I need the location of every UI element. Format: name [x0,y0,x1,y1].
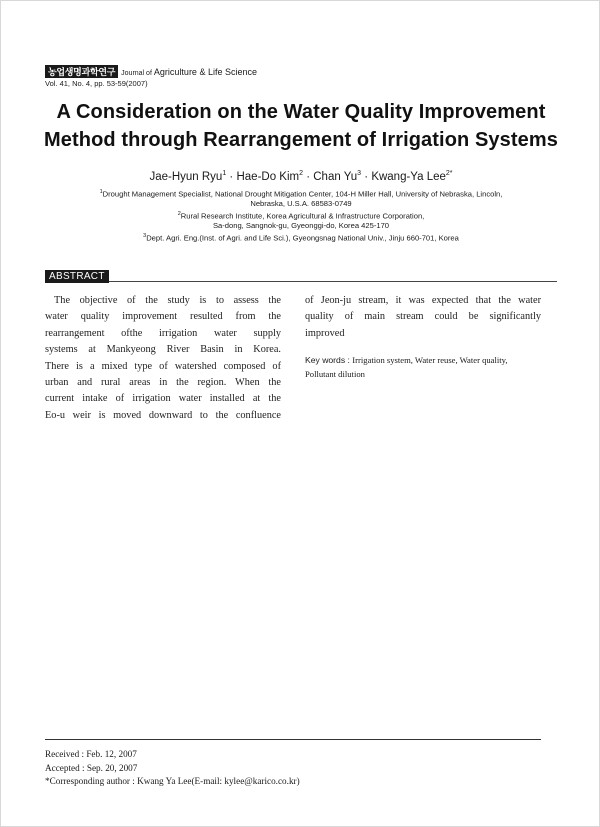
abstract-heading: ABSTRACT [45,270,109,283]
keywords-line-1: Irrigation system, Water reuse, Water quality, [352,355,508,365]
paper-title-line-1: A Consideration on the Water Quality Improvement [56,101,546,123]
author-sup: 3 [357,170,362,177]
author-separator: · [361,170,372,183]
abstract-line: of Jeon-ju stream, it was expected that the water [305,295,541,306]
affiliation-sup: 2 [177,211,181,217]
abstract-line: urban and rural areas in the region. When the [45,377,281,389]
author-name: Hae-Do Kim [236,170,300,183]
author-separator: · [226,170,237,183]
abstract-line: systems at Mankyeong River Basin in Korea. [45,344,281,356]
author-sup: 1 [222,170,227,177]
accepted-date: Accepted : Sep. 20, 2007 [45,763,138,773]
author-list [1,170,600,183]
affiliation-text: Dept. Agri. Eng.(Inst. of Agri. and Life Sci.), Gyeongsnag National Univ., Jinju 660-701, Korea [146,233,459,243]
abstract-line: The objective of the study is to assess the [54,295,281,306]
affiliation-text: Drought Management Specialist, National Drought Mitigation Center, 104-H Miller Hall, University of Nebraska, Lincoln, [102,189,503,199]
affiliation-sup: 1 [99,189,103,195]
journal-name: Agriculture & Life Science [153,67,257,77]
affiliation-text: Rural Research Institute, Korea Agricultural & Infrastructure Corporation, [180,211,425,221]
journal-of-label: Journal of [121,70,152,77]
author-name: Chan Yu [313,170,358,183]
abstract-line: current intake of irrigation water installed at the [45,393,281,405]
abstract-line: quality of main stream could be significantly [305,311,541,323]
keywords [305,353,545,381]
paper-title-line-2: Method through Rearrangement of Irrigation Systems [44,129,558,151]
received-date: Received : Feb. 12, 2007 [45,749,137,759]
journal-korean-badge: 농업생명과학연구 [45,65,118,78]
affiliation-1-cont: Nebraska, U.S.A. 68583-0749 [250,199,352,208]
volume-line: Vol. 41, No. 4, pp. 53-59(2007) [45,79,148,88]
affiliation-3 [21,231,581,244]
abstract-right-column [305,293,541,342]
author-sup: 2* [445,170,453,177]
abstract-line: rearrangement ofthe irrigation water supply [45,327,281,339]
abstract-line: Eo-u weir is moved downward to the confluence [45,409,281,421]
keywords-label: Key words : [305,355,353,365]
affiliation-2-cont: Sa-dong, Sangnok-gu, Gyeonggi-do, Korea 425-170 [212,221,390,230]
author-name: Kwang-Ya Lee [371,170,446,183]
author-name: Jae-Hyun Ryu [149,170,223,183]
journal-header [45,65,257,78]
abstract-left-column [45,293,281,424]
author-separator: · [303,170,314,183]
abstract-line: water quality improvement resulted from the [45,311,281,323]
abstract-line: improved [305,327,345,339]
keywords-line-2: Pollutant dilution [305,369,365,379]
author-sup: 2 [299,170,304,177]
footnote-rule [45,739,541,740]
affiliation-sup: 3 [143,233,147,239]
abstract-line: There is a mixed type of watershed composed of [45,360,281,372]
abstract-rule [45,281,557,282]
corresponding-author: *Corresponding author : Kwang Ya Lee(E-mail: kylee@karico.co.kr) [45,776,300,786]
